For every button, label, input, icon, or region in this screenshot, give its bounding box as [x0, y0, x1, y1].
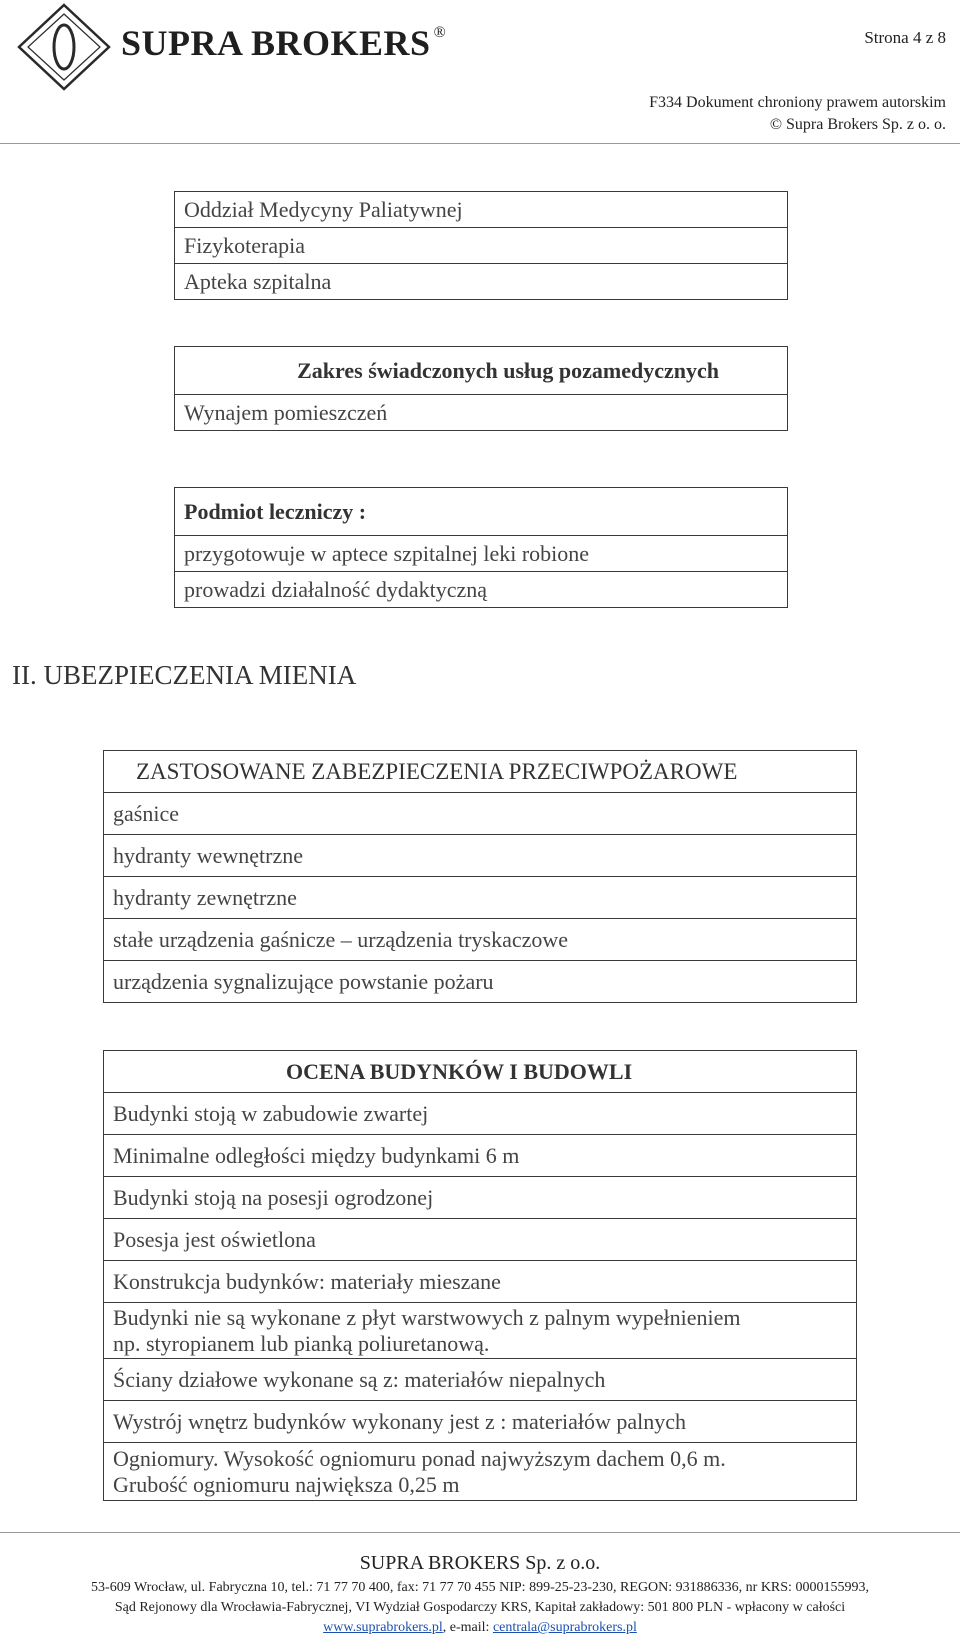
- healthcare-entity-table: [174, 487, 788, 608]
- page-number: Strona 4 z 8: [864, 28, 946, 47]
- website-link[interactable]: www.suprabrokers.pl: [323, 1620, 443, 1635]
- table-row: gaśnice: [104, 793, 857, 835]
- table-row: Ściany działowe wykonane są z: materiałów niepalnych: [104, 1359, 857, 1401]
- document-notice: [649, 92, 946, 136]
- copyright-notice: F334 Dokument chroniony prawem autorskim: [649, 94, 946, 111]
- footer-address: 53-609 Wrocław, ul. Fabryczna 10, tel.: 71 77 70 400, fax: 71 77 70 455 NIP: 899-25-23-230, REGON: 931886336, nr KRS: 0000155993,: [91, 1580, 869, 1595]
- firewall-line-1: Ogniomury. Wysokość ogniomuru ponad najwyższym dachem 0,6 m.: [113, 1445, 726, 1471]
- table-row: urządzenia sygnalizujące powstanie pożaru: [104, 961, 857, 1003]
- table-row: Wystrój wnętrz budynków wykonany jest z : materiałów palnych: [104, 1401, 857, 1443]
- table-row: Oddział Medycyny Paliatywnej: [175, 192, 788, 228]
- table-row: stałe urządzenia gaśnicze – urządzenia tryskaczowe: [104, 919, 857, 961]
- fire-protection-table: [103, 750, 857, 1003]
- table-row: Konstrukcja budynków: materiały mieszane: [104, 1261, 857, 1303]
- table-heading: Podmiot leczniczy :: [175, 488, 788, 536]
- table-heading: OCENA BUDYNKÓW I BUDOWLI: [104, 1051, 857, 1093]
- table-heading: ZASTOSOWANE ZABEZPIECZENIA PRZECIWPOŻAROWE: [104, 751, 857, 793]
- firewall-line-2: Grubość ogniomuru największa 0,25 m: [113, 1471, 460, 1497]
- table-row: Budynki stoją w zabudowie zwartej: [104, 1093, 857, 1135]
- email-link[interactable]: centrala@suprabrokers.pl: [492, 1620, 637, 1635]
- table-row: prowadzi działalność dydaktyczną: [175, 572, 788, 608]
- email-prefix: , e-mail:: [442, 1620, 493, 1635]
- table-row: Apteka szpitalna: [175, 264, 788, 300]
- brand-name: SUPRA BROKERS ®: [121, 23, 447, 63]
- table-row: Budynki stoją na posesji ogrodzonej: [104, 1177, 857, 1219]
- section-title: II. UBEZPIECZENIA MIENIA: [12, 660, 357, 690]
- departments-table: [174, 191, 788, 300]
- header-divider: [0, 143, 960, 144]
- table-row: Fizykoterapia: [175, 228, 788, 264]
- non-medical-services-table: [174, 346, 788, 431]
- table-heading: Zakres świadczonych usług pozamedycznych: [175, 347, 788, 395]
- table-row: Posesja jest oświetlona: [104, 1219, 857, 1261]
- table-row: przygotowuje w aptece szpitalnej leki robione: [175, 536, 788, 572]
- table-row: hydranty zewnętrzne: [104, 877, 857, 919]
- footer-registry: Sąd Rejonowy dla Wrocławia-Fabrycznej, VI Wydział Gospodarczy KRS, Kapitał zakładowy: 501 800 PLN - wpłacony w całości: [114, 1600, 846, 1615]
- supra-brokers-logo-icon: [16, 2, 112, 92]
- table-row: Minimalne odległości między budynkami 6 m: [104, 1135, 857, 1177]
- table-row: [104, 1303, 857, 1359]
- table-row: [104, 1443, 857, 1501]
- footer-contact: [0, 1620, 960, 1636]
- table-row: hydranty wewnętrzne: [104, 835, 857, 877]
- copyright-owner: © Supra Brokers Sp. z o. o.: [769, 116, 946, 133]
- footer-company: SUPRA BROKERS Sp. z o.o.: [359, 1552, 601, 1574]
- panel-line-1: Budynki nie są wykonane z płyt warstwowych z palnym wypełnieniem: [113, 1304, 741, 1330]
- table-row: Wynajem pomieszczeń: [175, 395, 788, 431]
- buildings-assessment-table: [103, 1050, 857, 1501]
- footer-divider: [0, 1532, 960, 1533]
- panel-line-2: np. styropianem lub pianką poliuretanową.: [113, 1330, 490, 1356]
